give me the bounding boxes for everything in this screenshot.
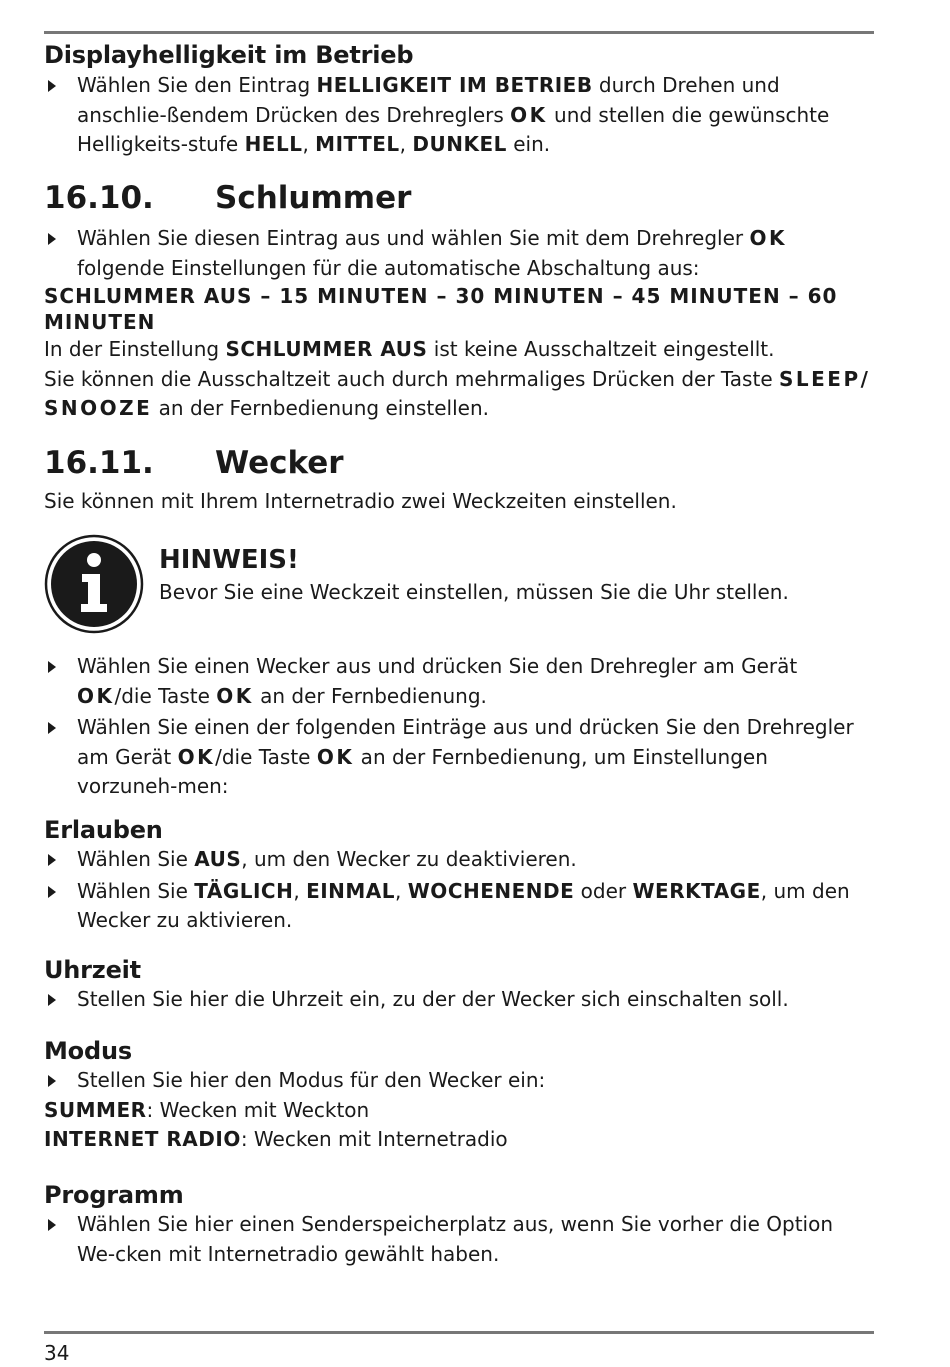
text: Sie können die Ausschaltzeit auch durch mehrmaliges Drücken der Taste (44, 366, 779, 391)
heading-schlummer (44, 178, 874, 218)
keyword: DUNKEL (412, 132, 507, 156)
keyword: SUMMER (44, 1097, 147, 1122)
keyword: HELL (244, 132, 303, 156)
keyword: INTERNET RADIO (44, 1127, 241, 1151)
text: oder (574, 878, 633, 903)
keyword: MITTEL (315, 132, 400, 156)
heading-wecker (44, 443, 874, 483)
bullet-wecker-auswahl (44, 652, 874, 711)
text: und stellen die gewünschte Helligkeits-stufe (77, 102, 830, 156)
text: In der Einstellung (44, 337, 226, 361)
bullet-erlauben-modi (44, 877, 874, 936)
text: : Wecken mit Internetradio (240, 1127, 508, 1151)
text: folgende Einstellungen für die automatische Abschaltung aus: (77, 255, 700, 280)
text: , um den Wecker zu deaktivieren. (241, 847, 577, 871)
paragraph-sleep-snooze (44, 365, 874, 424)
text: , (395, 878, 408, 903)
section-title: Schlummer (215, 180, 412, 216)
keyword: SCHLUMMER AUS (225, 337, 428, 361)
heading-erlauben: Erlauben (44, 816, 163, 844)
text: an der Fernbedienung. (253, 683, 487, 708)
keyword: OK (316, 744, 355, 769)
paragraph-schlummer-aus (44, 335, 874, 365)
heading-uhrzeit: Uhrzeit (44, 956, 141, 984)
keyword: OK (216, 683, 254, 708)
keyword: WOCHENENDE (407, 878, 575, 903)
keyword: SLEEP/ SNOOZE (44, 366, 871, 420)
modus-summer (44, 1096, 874, 1126)
text: /die Taste (215, 744, 317, 769)
text: an der Fernbedienung einstellen. (152, 396, 489, 420)
bullet-schlummer (44, 224, 874, 283)
keyword: HELLIGKEIT IM BETRIEB (316, 73, 593, 97)
note-title: HINWEIS! (159, 545, 299, 575)
text: ein. (506, 132, 551, 156)
text: , (399, 132, 413, 156)
bullet-helligkeit (44, 71, 874, 160)
keyword: TÄGLICH (194, 878, 294, 903)
text: , (293, 878, 307, 903)
keyword: OK (77, 683, 115, 708)
text: an der Fernbedienung, um Einstellungen vorzuneh-men: (77, 744, 768, 798)
bullet-modus: Stellen Sie hier den Modus für den Wecker ein: (44, 1066, 874, 1096)
section-number: 16.11. (44, 445, 154, 481)
info-icon (44, 534, 144, 634)
heading-modus: Modus (44, 1037, 132, 1065)
paragraph-wecker-intro: Sie können mit Ihrem Internetradio zwei Weckzeiten einstellen. (44, 489, 677, 513)
keyword: OK (177, 744, 216, 769)
text: : Wecken mit Weckton (146, 1097, 370, 1122)
text: ist keine Ausschaltzeit eingestellt. (427, 337, 775, 361)
bullet-uhrzeit: Stellen Sie hier die Uhrzeit ein, zu der der Wecker sich einschalten soll. (44, 985, 874, 1015)
top-rule (44, 31, 874, 34)
text: Wählen Sie einen Wecker aus und drücken Sie den Drehregler am Gerät (77, 654, 798, 678)
text: Wählen Sie diesen Eintrag aus und wählen Sie mit dem Drehregler (77, 226, 750, 250)
text: Wählen Sie (77, 847, 195, 871)
keyword: OK (510, 102, 548, 127)
keyword: AUS (194, 847, 242, 871)
heading-displayhelligkeit: Displayhelligkeit im Betrieb (44, 41, 414, 69)
text: Wählen Sie (77, 878, 195, 903)
text: , (302, 132, 316, 156)
text: Wählen Sie den Eintrag (77, 73, 317, 97)
text: , um den Wecker zu aktivieren. (77, 878, 850, 932)
section-title: Wecker (215, 445, 344, 481)
bullet-programm: Wählen Sie hier einen Senderspeicherplatz aus, wenn Sie vorher die Option We-cken mit Internetradio gewählt haben. (44, 1210, 874, 1269)
note-box (44, 534, 874, 632)
section-number: 16.10. (44, 180, 154, 216)
text: /die Taste (114, 683, 217, 708)
note-text: Bevor Sie eine Weckzeit einstellen, müssen Sie die Uhr stellen. (159, 580, 789, 604)
keyword: WERKTAGE (632, 878, 761, 903)
schlummer-options: SCHLUMMER AUS – 15 MINUTEN – 30 MINUTEN – 45 MINUTEN – 60 MINUTEN (44, 284, 838, 334)
heading-programm: Programm (44, 1181, 184, 1209)
bullet-wecker-eintraege (44, 713, 874, 802)
bullet-erlauben-aus (44, 845, 874, 875)
bottom-rule (44, 1331, 874, 1334)
text: Wählen Sie einen der folgenden Einträge aus und drücken Sie den Drehregler am Gerät (77, 715, 854, 769)
text: durch Drehen und anschlie-ßendem Drücken des Drehreglers (77, 73, 780, 127)
page-number: 34 (44, 1341, 70, 1365)
modus-internet-radio (44, 1125, 874, 1155)
keyword: OK (749, 226, 787, 250)
keyword: EINMAL (306, 878, 396, 903)
